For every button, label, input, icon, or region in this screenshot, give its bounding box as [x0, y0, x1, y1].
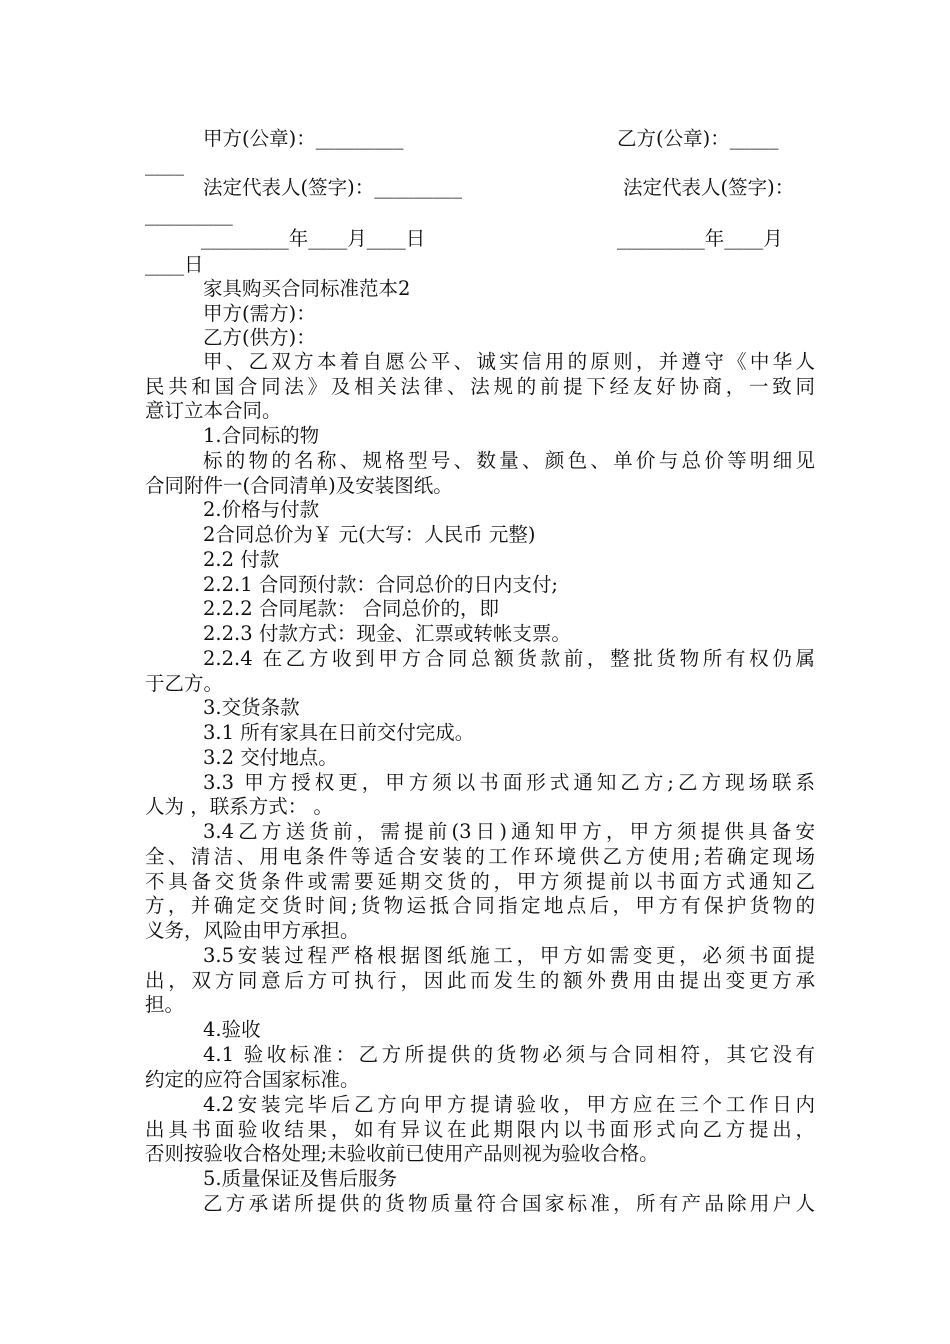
- section-5-heading: 5.质量保证及售后服务: [203, 1167, 398, 1190]
- section-3-4-line: 全、清洁、用电条件等适合安装的工作环境供乙方使用;若确定现场: [145, 845, 815, 868]
- party-a-date-line: _________年____月____日: [201, 227, 426, 250]
- section-2-2-4-line: 2.2.4 在乙方收到甲方合同总额货款前，整批货物所有权仍属: [203, 647, 815, 670]
- section-3-4-line: 方，并确定交货时间;货物运抵合同指定地点后，甲方有保护货物的: [145, 894, 815, 917]
- section-2-2-4-line: 于乙方。: [145, 672, 224, 695]
- party-b-seal-wrap: ____: [145, 153, 184, 176]
- section-2-2-2: 2.2.2 合同尾款： 合同总价的，即: [203, 597, 500, 620]
- section-3-4-line: 3.4乙方送货前，需提前(3日)通知甲方，甲方须提供具备安: [203, 820, 815, 843]
- party-b-label: 乙方(供方)：: [203, 326, 316, 349]
- section-3-4-line: 不具备交货条件或需要延期交货的，甲方须提前以书面方式通知乙: [145, 870, 815, 893]
- section-3-heading: 3.交货条款: [203, 696, 300, 719]
- contract-title: 家具购买合同标准范本2: [203, 277, 411, 300]
- section-3-1: 3.1 所有家具在日前交付完成。: [203, 721, 475, 744]
- section-2-heading: 2.价格与付款: [203, 498, 320, 521]
- section-2-2-3: 2.2.3 付款方式：现金、汇票或转帐支票。: [203, 622, 571, 645]
- section-4-2-line: 出具书面验收结果，如有异议在此期限内以书面形式向乙方提出，: [145, 1118, 815, 1141]
- section-1-body-line: 标的物的名称、规格型号、数量、颜色、单价与总价等明细见: [203, 449, 815, 472]
- section-4-1-line: 4.1 验收标准：乙方所提供的货物必须与合同相符，其它没有: [203, 1043, 815, 1066]
- section-2-total: 2合同总价为￥ 元(大写：人民币 元整): [203, 523, 536, 546]
- party-a-rep-line: 法定代表人(签字)：_________: [203, 176, 462, 199]
- section-4-2-line: 4.2安装完毕后乙方向甲方提请验收，甲方应在三个工作日内: [203, 1093, 815, 1116]
- preamble-line: 民共和国合同法》及相关法律、法规的前提下经友好协商，一致同: [145, 375, 815, 398]
- party-a-seal-line: 甲方(公章)：_________: [203, 127, 404, 150]
- section-2-2-heading: 2.2 付款: [203, 548, 280, 571]
- party-a-label: 甲方(需方)：: [203, 302, 316, 325]
- section-3-5-line: 担。: [145, 993, 185, 1016]
- section-3-4-line: 义务，风险由甲方承担。: [145, 919, 360, 942]
- section-1-body-line: 合同附件一(合同清单)及安装图纸。: [145, 474, 453, 497]
- section-3-5-line: 出，双方同意后方可执行，因此而发生的额外费用由提出变更方承: [145, 969, 815, 992]
- section-5-body-line: 乙方承诺所提供的货物质量符合国家标准，所有产品除用户人: [203, 1192, 815, 1215]
- section-4-2-line: 否则按验收合格处理;未验收前已使用产品则视为验收合格。: [145, 1142, 659, 1165]
- section-3-2: 3.2 交付地点。: [203, 746, 338, 769]
- party-b-date-wrap: ____日: [145, 253, 204, 276]
- section-3-3-line: 人为 ，联系方式： 。: [145, 795, 333, 818]
- section-3-3-line: 3.3 甲方授权更，甲方须以书面形式通知乙方;乙方现场联系: [203, 771, 815, 794]
- party-b-rep-wrap: _________: [145, 203, 233, 226]
- section-3-5-line: 3.5安装过程严格根据图纸施工，甲方如需变更，必须书面提: [203, 944, 815, 967]
- section-4-1-line: 约定的应符合国家标准。: [145, 1068, 360, 1091]
- section-1-heading: 1.合同标的物: [203, 424, 320, 447]
- section-4-heading: 4.验收: [203, 1018, 261, 1041]
- party-b-date-line: _________年____月: [617, 227, 783, 250]
- preamble-line: 甲、乙双方本着自愿公平、诚实信用的原则，并遵守《中华人: [203, 350, 815, 373]
- preamble-line: 意订立本合同。: [145, 399, 282, 422]
- party-b-seal-line: 乙方(公章)：_____: [617, 127, 779, 150]
- section-2-2-1: 2.2.1 合同预付款：合同总价的日内支付;: [203, 573, 558, 596]
- party-b-rep-line: 法定代表人(签字)：: [623, 176, 795, 199]
